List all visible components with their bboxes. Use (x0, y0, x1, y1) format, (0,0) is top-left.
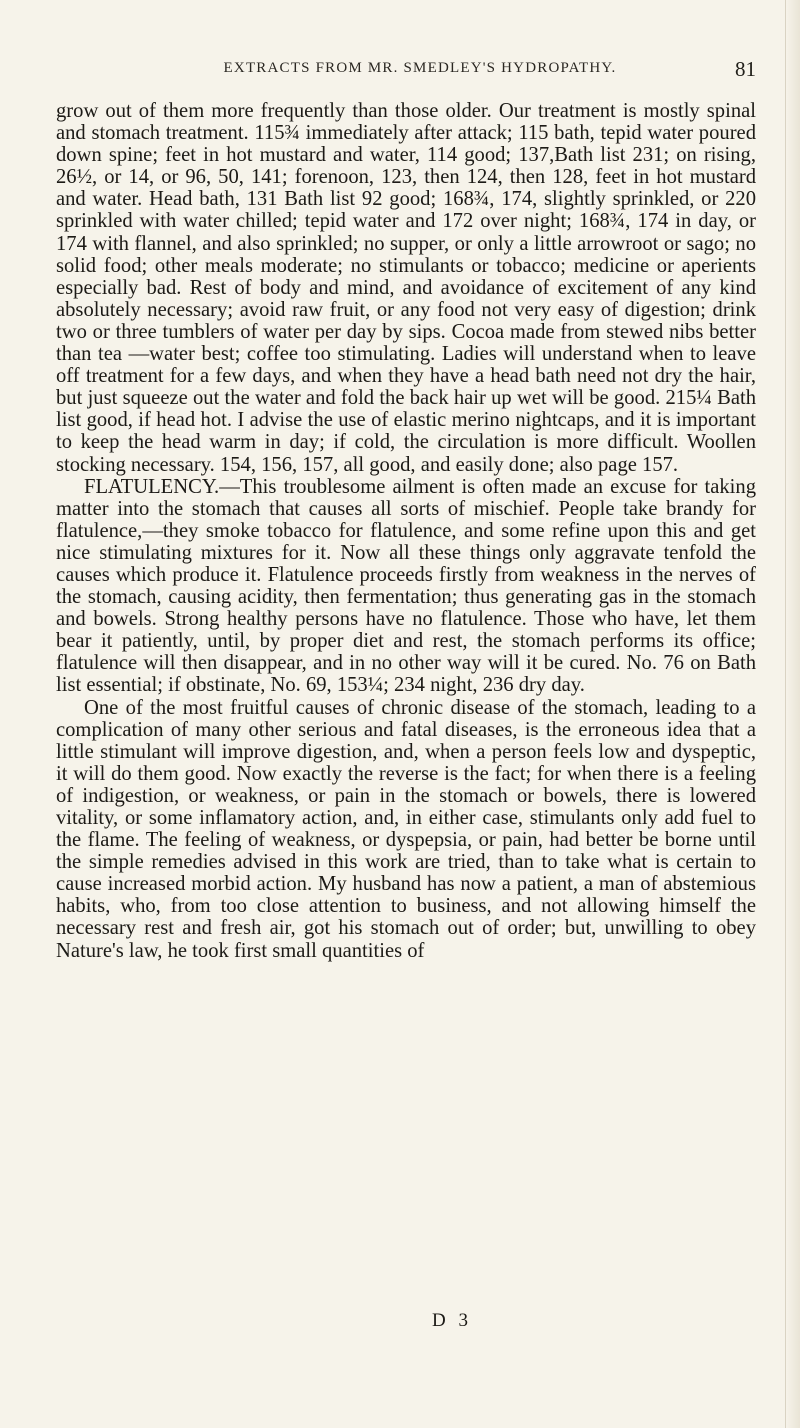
paragraph-flatulency: FLATULENCY.—This troublesome ailment is often made an excuse for taking matter into the stomach that causes all sorts of mischief. People take brandy for flatulence,—they smoke tobacco for flatulence, and some refine upon this and get nice stimulating mixtures for it. Now all these things only aggravate tenfold the causes which produce it. Flatulence proceeds firstly from weakness in the nerves of the stomach, causing acidity, then fermentation; thus generating gas in the stomach and bowels. Strong healthy persons have no flatulence. Those who have, let them bear it patiently, until, by proper diet and rest, the stomach performs its office; flatulence will then disappear, and in no other way will it be cured. No. 76 on Bath list essential; if obstinate, No. 69, 153¼; 234 night, 236 dry day. (56, 475, 756, 697)
page-number: 81 (735, 57, 756, 81)
page-header (56, 57, 756, 84)
running-head: EXTRACTS FROM MR. SMEDLEY'S HYDROPATHY. (223, 60, 617, 76)
signature-mark: D 3 (432, 1310, 472, 1331)
body-text (56, 100, 756, 962)
paragraph-continuation: grow out of them more frequently than those older. Our treatment is mostly spinal and stomach treatment. 115¾ immediately after attack; 115 bath, tepid water poured down spine; feet in hot mustard and water, 114 good; 137,Bath list 231; on rising, 26½, or 14, or 96, 50, 141; forenoon, 123, then 124, then 128, feet in hot mustard and water. Head bath, 131 Bath list 92 good; 168¾, 174, slightly sprinkled, or 220 sprinkled with water chilled; tepid water and 172 over night; 168¾, 174 in day, or 174 with flannel, and also sprinkled; no supper, or only a little arrowroot or sago; no solid food; other meals moderate; no stimulants or tobacco; medicine or aperients especially bad. Rest of body and mind, and avoidance of excitement of any kind absolutely necessary; avoid raw fruit, or any food not very easy of digestion; drink two or three tumblers of water per day by sips. Cocoa made from stewed nibs better than tea —water best; coffee too stimulating. Ladies will understand when to leave off treatment for a few days, and when they have a head bath need not dry the hair, but just squeeze out the water and fold the back hair up wet will be good. 215¼ Bath list good, if head hot. I advise the use of elastic merino nightcaps, and it is important to keep the head warm in day; if cold, the circulation is more difficult. Woollen stocking necessary. 154, 156, 157, all good, and easily done; also page 157. (56, 100, 756, 476)
page-edge (785, 0, 800, 1428)
paragraph-stimulants: One of the most fruitful causes of chronic disease of the stomach, leading to a complication of many other serious and fatal diseases, is the erroneous idea that a little stimulant will improve digestion, and, when a person feels low and dyspeptic, it will do them good. Now exactly the reverse is the fact; for when there is a feeling of indigestion, or weakness, or pain in the stomach or bowels, there is lowered vitality, or some inflamatory action, and, in either case, stimulants only add fuel to the flame. The feeling of weakness, or dyspepsia, or pain, had better be borne until the simple remedies advised in this work are tried, than to take what is certain to cause increased morbid action. My husband has now a patient, a man of abstemious habits, who, from too close attention to business, and not allowing himself the necessary rest and fresh air, got his stomach out of order; but, unwilling to obey Nature's law, he took first small quantities of (56, 696, 756, 962)
